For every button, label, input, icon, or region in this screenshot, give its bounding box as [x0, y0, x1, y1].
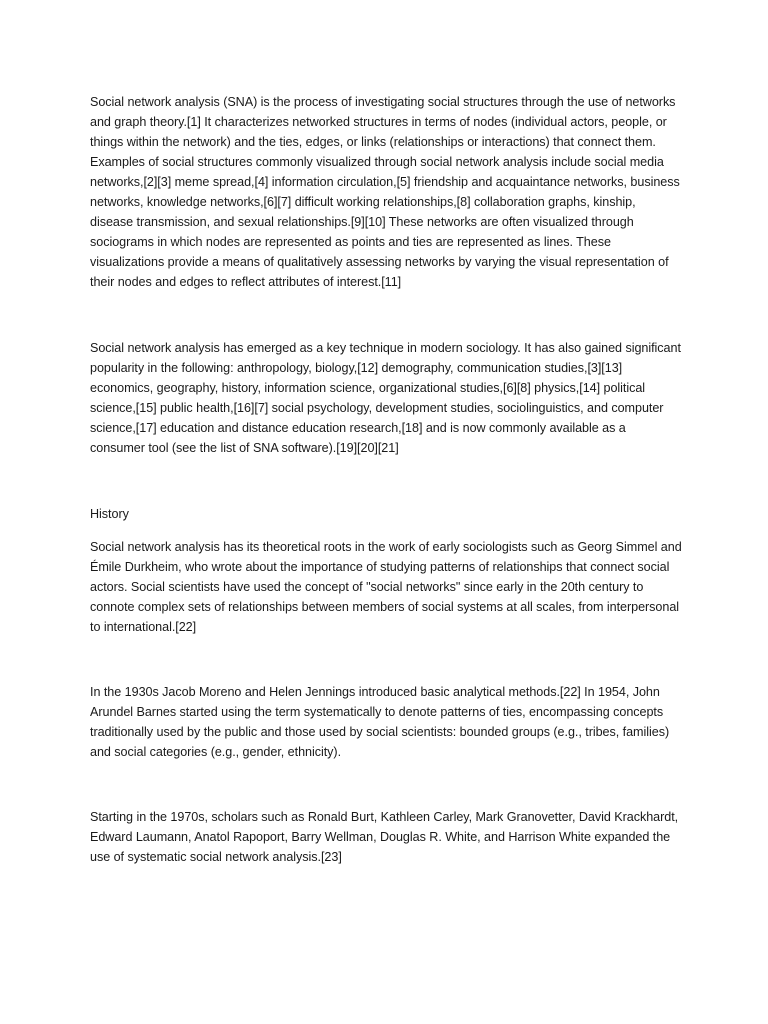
- history-1930s-paragraph: In the 1930s Jacob Moreno and Helen Jennings introduced basic analytical methods.[22] In 1954, John Arundel Barnes started using the term systematically to denote patterns of ties, encompassing concepts traditionally used by the public and those used by social scientists: bounded groups (e.g., tribes, families) and social categories (e.g., gender, ethnicity).: [90, 685, 670, 759]
- history-1970s-paragraph: Starting in the 1970s, scholars such as Ronald Burt, Kathleen Carley, Mark Granovetter, David Krackhardt, Edward Laumann, Anatol Rapoport, Barry Wellman, Douglas R. White, and Harrison White expanded the use of systematic social network analysis.[23]: [90, 810, 679, 864]
- popularity-paragraph: Social network analysis has emerged as a key technique in modern sociology. It has also gained significant popularity in the following: anthropology, biology,[12] demography, communication studies,[3][13] economics, geography, history, information science, organizational studies,[6][8] physics,[14] political science,[15] public health,[16][7] social psychology, development studies, sociolinguistics, and computer science,[17] education and distance education research,[18] and is now commonly available as a consumer tool (see the list of SNA software).[19][20][21]: [90, 341, 681, 455]
- intro-paragraph: Social network analysis (SNA) is the process of investigating social structures through the use of networks and graph theory.[1] It characterizes networked structures in terms of nodes (individual actors, people, or things within the network) and the ties, edges, or links (relationships or interactions) that connect them. Examples of social structures commonly visualized through social network analysis include social media networks,[2][3] meme spread,[4] information circulation,[5] friendship and acquaintance networks, business networks, knowledge networks,[6][7] difficult working relationships,[8] collaboration graphs, kinship, disease transmission, and sexual relationships.[9][10] These networks are often visualized through sociograms in which nodes are represented as points and ties are represented as lines. These visualizations provide a means of qualitatively assessing networks by varying the visual representation of their nodes and edges to reflect attributes of interest.[11]: [90, 95, 680, 289]
- history-heading: History: [90, 507, 129, 521]
- history-roots-paragraph: Social network analysis has its theoretical roots in the work of early sociologists such as Georg Simmel and Émile Durkheim, who wrote about the importance of studying patterns of relationships that connect social actors. Social scientists have used the concept of "social networks" since early in the 20th century to connote complex sets of relationships between members of social systems at all scales, from interpersonal to international.[22]: [90, 540, 682, 634]
